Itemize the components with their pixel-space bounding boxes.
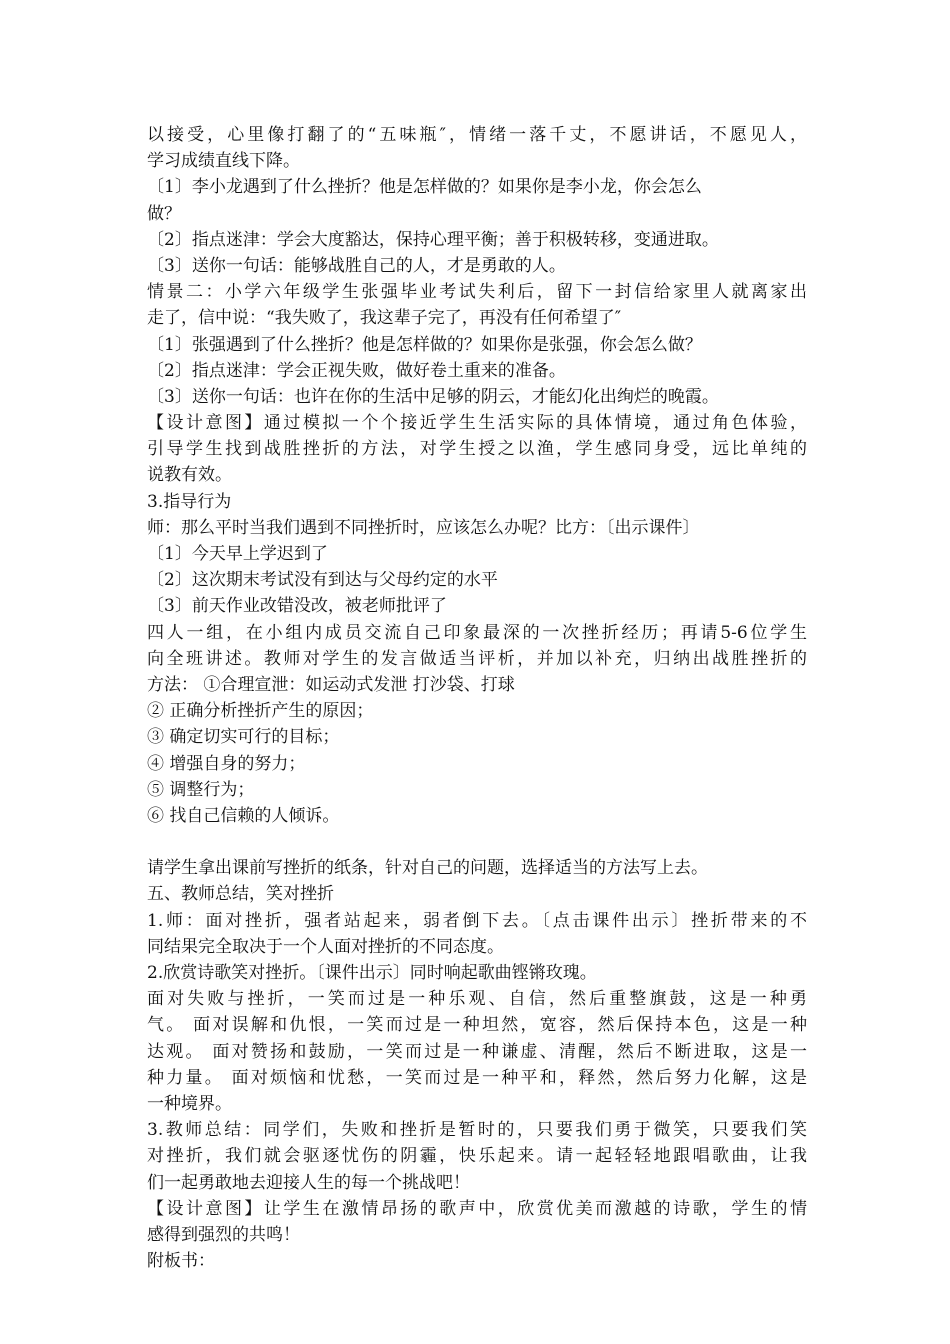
- text-line: 附板书：: [147, 1251, 215, 1272]
- text-line: 情景二：小学六年级学生张强毕业考试失利后，留下一封信给家里人就离家出: [147, 282, 807, 303]
- text-line: 同结果完全取决于一个人面对挫折的不同态度。: [147, 936, 504, 957]
- text-line: 3.指导行为: [147, 491, 232, 512]
- text-line: ⑤ 调整行为；: [147, 779, 255, 800]
- text-line: 四人一组，在小组内成员交流自己印象最深的一次挫折经历；再请5-6位学生: [147, 622, 807, 643]
- text-line: 〔1〕今天早上学迟到了: [147, 544, 328, 564]
- text-line: 3.教师总结：同学们，失败和挫折是暂时的，只要我们勇于微笑，只要我们笑: [147, 1120, 807, 1141]
- text-line: 〔3〕送你一句话：也许在你的生活中足够的阴云，才能幻化出绚烂的晚霞。: [147, 386, 719, 407]
- document-body: [147, 122, 807, 1274]
- text-line: 一种境界。: [147, 1093, 232, 1114]
- text-line: 〔3〕送你一句话：能够战胜自己的人，才是勇敢的人。: [147, 255, 566, 276]
- text-line: 以接受，心里像打翻了的“五味瓶″，情绪一落千丈，不愿讲话，不愿见人，: [147, 125, 807, 145]
- text-line: 师：那么平时当我们遇到不同挫折时，应该怎么办呢？比方：〔出示课件〕: [147, 517, 700, 538]
- text-line: 感得到强烈的共鸣！: [147, 1224, 300, 1245]
- text-line: 〔3〕前天作业改错没改，被老师批评了: [147, 596, 447, 617]
- text-line: 学习成绩直线下降。: [147, 151, 300, 172]
- text-line: 五、教师总结，笑对挫折: [147, 884, 334, 905]
- text-line: 种力量。 面对烦恼和忧愁，一笑而过是一种平和，释然，然后努力化解，这是: [147, 1067, 807, 1088]
- text-line: 做？: [147, 203, 181, 224]
- text-line: 请学生拿出课前写挫折的纸条，针对自己的问题，选择适当的方法写上去。: [147, 858, 708, 879]
- text-line: 说教有效。: [147, 465, 232, 486]
- text-line: 1.师：面对挫折，强者站起来，弱者倒下去。〔点击课件出示〕挫折带来的不: [147, 910, 807, 931]
- text-line: 们一起勇敢地去迎接人生的每一个挑战吧！: [147, 1172, 470, 1193]
- text-line: 方法： ①合理宣泄：如运动式发泄 打沙袋、打球: [147, 674, 515, 695]
- text-line: 引导学生找到战胜挫折的方法，对学生授之以渔，学生感同身受，远比单纯的: [147, 439, 807, 460]
- blank-line: [147, 829, 807, 855]
- text-line: 走了，信中说：“我失败了，我这辈子完了，再没有任何希望了″: [147, 308, 622, 329]
- text-line: 面对失败与挫折，一笑而过是一种乐观、自信，然后重整旗鼓，这是一种勇: [147, 989, 807, 1010]
- text-line: ② 正确分析挫折产生的原因；: [147, 701, 374, 722]
- text-line: 〔1〕张强遇到了什么挫折？他是怎样做的？如果你是张强，你会怎么做？: [147, 334, 702, 355]
- text-line: 2.欣赏诗歌笑对挫折。〔课件出示〕同时响起歌曲铿锵玫瑰。: [147, 963, 597, 983]
- text-line: ⑥ 找自己信赖的人倾诉。: [147, 805, 340, 826]
- text-line: 〔2〕指点迷津：学会正视失败，做好卷土重来的准备。: [147, 360, 566, 381]
- text-line: 【设计意图】通过模拟一个个接近学生生活实际的具体情境，通过角色体验，: [147, 413, 807, 434]
- text-line: 〔2〕这次期末考试没有到达与父母约定的水平: [147, 570, 498, 591]
- text-line: 〔2〕指点迷津：学会大度豁达，保持心理平衡；善于积极转移，变通进取。: [147, 229, 719, 250]
- text-line: 对挫折，我们就会驱逐忧伤的阴霾，快乐起来。请一起轻轻地跟唱歌曲，让我: [147, 1146, 807, 1167]
- text-line: 气。 面对误解和仇恨，一笑而过是一种坦然，宽容，然后保持本色，这是一种: [147, 1015, 807, 1036]
- text-line: ③ 确定切实可行的目标；: [147, 727, 340, 748]
- text-line: 〔1〕李小龙遇到了什么挫折？他是怎样做的？如果你是李小龙，你会怎么: [147, 177, 702, 198]
- text-line: 向全班讲述。教师对学生的发言做适当评析，并加以补充，归纳出战胜挫折的: [147, 648, 807, 669]
- text-line: 达观。 面对赞扬和鼓励，一笑而过是一种谦虚、清醒，然后不断进取，这是一: [147, 1041, 807, 1062]
- text-line: ④ 增强自身的努力；: [147, 753, 306, 774]
- text-line: 【设计意图】让学生在激情昂扬的歌声中，欣赏优美而激越的诗歌，学生的情: [147, 1198, 807, 1219]
